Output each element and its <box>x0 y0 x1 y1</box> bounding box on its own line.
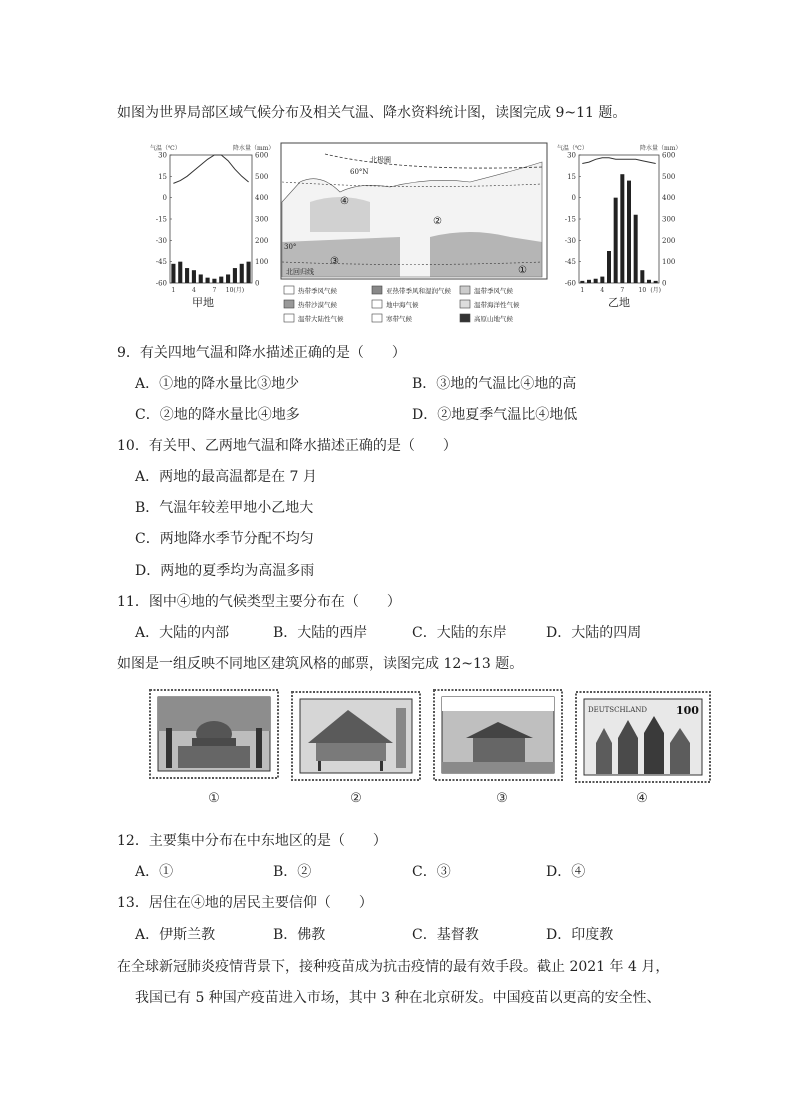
legend-label: 亚热带季风和湿润气候 <box>386 287 451 295</box>
stamp4-country: DEUTSCHLAND <box>588 706 647 714</box>
q10-option-b[interactable]: B．气温年较差甲地小乙地大 <box>135 500 314 516</box>
precip-bar <box>620 174 624 283</box>
precip-bar <box>640 270 644 283</box>
precip-bar <box>199 274 203 283</box>
temp-tick-label: 0 <box>162 194 167 203</box>
temp-tick-label: -45 <box>564 258 576 267</box>
legend-swatch <box>284 300 294 308</box>
precip-tick-label: 600 <box>662 151 676 160</box>
lat60-label: 60°N <box>350 168 369 176</box>
legend-swatch <box>372 286 382 294</box>
stamp4-value: 100 <box>676 704 699 717</box>
precip-tick-label: 0 <box>662 279 667 288</box>
q9-option-d[interactable]: D．②地夏季气温比④地低 <box>412 407 578 423</box>
precip-tick-label: 200 <box>255 236 269 245</box>
q11-stem: 11．图中④地的气候类型主要分布在（ ） <box>117 594 401 610</box>
legend-swatch <box>372 314 382 322</box>
precip-bar <box>647 280 651 283</box>
q13-option-c[interactable]: C．基督教 <box>412 927 479 943</box>
q11-option-c[interactable]: C．大陆的东岸 <box>412 625 507 641</box>
precip-bar <box>185 268 189 283</box>
legend-label: 高原山地气候 <box>474 315 513 323</box>
precip-tick-label: 500 <box>662 172 676 181</box>
arctic-circle-label: 北极圈 <box>370 156 391 164</box>
month-tick-label: 4 <box>600 287 605 294</box>
climate-chart-jia <box>148 140 278 310</box>
marker-2: ② <box>433 216 442 227</box>
precip-bar <box>247 262 251 283</box>
tropic-label: 北回归线 <box>286 268 314 276</box>
month-tick-label: 7 <box>212 287 217 294</box>
world-climate-map <box>280 142 548 327</box>
stamp-4 <box>576 692 710 782</box>
temp-tick-label: -30 <box>564 236 576 245</box>
precip-bar <box>587 280 591 283</box>
temp-tick-label: 15 <box>158 172 167 181</box>
precip-bar <box>654 281 658 283</box>
stamp-2 <box>292 692 420 780</box>
precip-bar <box>219 277 223 283</box>
intro2-text: 如图是一组反映不同地区建筑风格的邮票，读图完成 12~13 题。 <box>117 656 524 672</box>
q9-option-c[interactable]: C．②地的降水量比④地多 <box>135 407 300 423</box>
stamp-strip <box>148 688 714 808</box>
precip-tick-label: 300 <box>255 215 269 224</box>
precip-bar <box>594 279 598 283</box>
precip-tick-label: 600 <box>255 151 269 160</box>
precip-bar <box>607 251 611 283</box>
stamp-3 <box>434 690 562 780</box>
month-tick-label: 1 <box>580 287 585 294</box>
stamp-label-2: ② <box>350 791 362 806</box>
q12-option-a[interactable]: A．① <box>135 864 174 880</box>
temp-tick-label: -15 <box>564 215 576 224</box>
q13-option-a[interactable]: A．伊斯兰教 <box>135 927 216 943</box>
q12-option-b[interactable]: B．② <box>273 864 312 880</box>
q11-option-a[interactable]: A．大陆的内部 <box>135 625 230 641</box>
q11-option-b[interactable]: B．大陆的西岸 <box>273 625 368 641</box>
precip-bar <box>192 270 196 283</box>
temp-tick-label: -15 <box>155 215 167 224</box>
temp-tick-label: 30 <box>567 151 576 160</box>
temperature-curve <box>582 158 655 164</box>
temp-axis-title: 气温（℃） <box>557 145 588 152</box>
temp-tick-label: -60 <box>155 279 167 288</box>
month-tick-label: (月) <box>650 287 662 294</box>
temp-tick-label: -30 <box>155 236 167 245</box>
marker-3: ③ <box>330 256 339 267</box>
stamp-label-1: ① <box>208 791 220 806</box>
precip-bar <box>600 277 604 283</box>
month-tick-label: 1 <box>171 287 176 294</box>
legend-label: 地中海气候 <box>386 301 419 309</box>
precip-bar <box>226 274 230 283</box>
precip-tick-label: 100 <box>255 258 269 267</box>
legend-swatch <box>460 300 470 308</box>
q10-option-d[interactable]: D．两地的夏季均为高温多雨 <box>135 563 315 579</box>
month-tick-label: 4 <box>192 287 196 294</box>
q9-option-a[interactable]: A．①地的降水量比③地少 <box>135 376 300 392</box>
precip-bar <box>212 279 216 283</box>
chart-label-jia: 甲地 <box>192 296 214 309</box>
plot-frame <box>579 155 659 283</box>
precip-axis-title: 降水量（mm） <box>233 145 275 152</box>
stamp-label-3: ③ <box>496 791 508 806</box>
precip-bar <box>614 198 618 283</box>
legend-label: 温带海洋性气候 <box>474 301 520 309</box>
q12-option-d[interactable]: D．④ <box>546 864 586 880</box>
temp-tick-label: -60 <box>564 279 576 288</box>
q12-option-c[interactable]: C．③ <box>412 864 451 880</box>
precip-tick-label: 400 <box>255 194 269 203</box>
legend-label: 温带大陆性气候 <box>298 315 344 323</box>
marker-4: ④ <box>340 196 349 207</box>
temp-tick-label: 15 <box>567 172 576 181</box>
q13-option-d[interactable]: D．印度教 <box>546 927 614 943</box>
paragraph-line-2: 我国已有 5 种国产疫苗进入市场，其中 3 种在北京研发。中国疫苗以更高的安全性、 <box>135 990 661 1006</box>
lat30-label: 30° <box>284 243 297 251</box>
legend-label: 热带季风气候 <box>298 287 337 295</box>
precip-axis-title: 降水量（mm） <box>640 145 682 152</box>
marker-1: ① <box>518 265 527 276</box>
precip-tick-label: 300 <box>662 215 676 224</box>
temperature-curve <box>173 155 248 183</box>
precip-bar <box>206 278 210 283</box>
q12-stem: 12．主要集中分布在中东地区的是（ ） <box>117 833 387 849</box>
q10-option-c[interactable]: C．两地降水季节分配不均匀 <box>135 531 314 547</box>
temp-tick-label: 0 <box>571 194 576 203</box>
legend-swatch <box>460 314 470 322</box>
temp-axis-title: 气温（℃） <box>150 145 181 152</box>
precip-bar <box>233 268 237 283</box>
precip-bar <box>627 181 631 283</box>
precip-tick-label: 200 <box>662 236 676 245</box>
stamp-label-4: ④ <box>636 791 648 806</box>
precip-bar <box>240 264 244 283</box>
month-tick-label: 10 <box>638 287 647 294</box>
legend-label: 寒带气候 <box>386 315 412 323</box>
legend-swatch <box>284 314 294 322</box>
q10-option-a[interactable]: A．两地的最高温都是在 7 月 <box>135 469 317 485</box>
legend-swatch <box>372 300 382 308</box>
temp-tick-label: -45 <box>155 258 167 267</box>
chart-label-yi: 乙地 <box>608 296 630 309</box>
stamp-1 <box>150 690 278 778</box>
legend-label: 温带季风气候 <box>474 287 513 295</box>
precip-bar <box>580 281 584 283</box>
q11-option-d[interactable]: D．大陆的四周 <box>546 625 642 641</box>
legend-swatch <box>460 286 470 294</box>
legend-label: 热带沙漠气候 <box>298 301 337 309</box>
precip-tick-label: 400 <box>662 194 676 203</box>
paragraph-line-1: 在全球新冠肺炎疫情背景下，接种疫苗成为抗击疫情的最有效手段。截止 2021 年 4 月， <box>117 959 670 975</box>
precip-bar <box>171 264 175 283</box>
q10-stem: 10．有关甲、乙两地气温和降水描述正确的是（ ） <box>117 438 457 454</box>
precip-bar <box>178 262 182 283</box>
q9-stem: 9．有关四地气温和降水描述正确的是（ ） <box>117 345 406 361</box>
precip-bar <box>634 215 638 283</box>
legend-swatch <box>284 286 294 294</box>
intro-text: 如图为世界局部区域气候分布及相关气温、降水资料统计图，读图完成 9~11 题。 <box>117 105 627 121</box>
climate-chart-yi <box>555 140 690 310</box>
temp-tick-label: 30 <box>158 151 167 160</box>
precip-tick-label: 100 <box>662 258 676 267</box>
precip-tick-label: 500 <box>255 172 269 181</box>
month-tick-label: 10(月) <box>225 287 245 294</box>
q9-option-b[interactable]: B．③地的气温比④地的高 <box>412 376 577 392</box>
month-tick-label: 7 <box>620 287 625 294</box>
q13-option-b[interactable]: B．佛教 <box>273 927 326 943</box>
precip-tick-label: 0 <box>255 279 260 288</box>
q13-stem: 13．居住在④地的居民主要信仰（ ） <box>117 895 373 911</box>
